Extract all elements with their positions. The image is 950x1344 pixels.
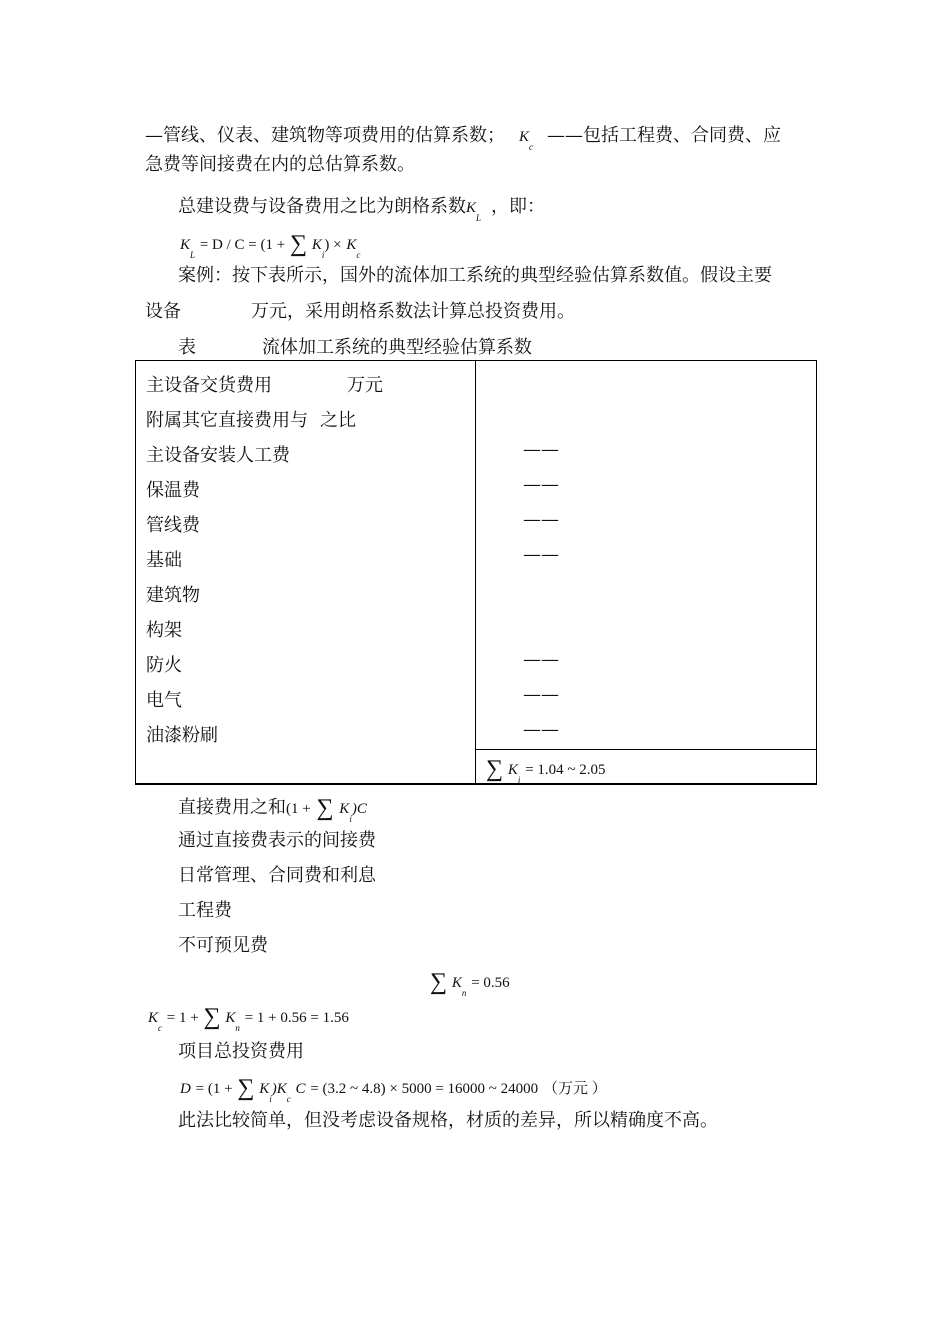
total-kc-sub: c	[286, 1094, 291, 1104]
table-row	[146, 406, 356, 432]
formula-langer	[180, 230, 360, 258]
direct-sum-a: (1 +	[286, 801, 311, 817]
intro-line-1	[145, 124, 781, 150]
kc-subscript: c	[529, 142, 534, 152]
indirect-line-2: 日常管理、合同费和利息	[178, 865, 376, 886]
kn-sum-formula	[430, 968, 510, 996]
formula-sigma: ∑	[289, 231, 308, 257]
kl-symbol: K	[466, 200, 477, 216]
case-line2-b: 万元，采用朗格系数法计算总投资费用。	[251, 301, 575, 322]
table-outer-edge	[816, 360, 817, 784]
kc-kn-sub: n	[235, 1023, 240, 1033]
sum-k: K	[507, 762, 518, 778]
kc-symbol: K	[519, 129, 530, 145]
table-row: 主设备安装人工费	[146, 445, 290, 466]
row-value: ——	[523, 684, 559, 705]
row-value: ——	[523, 474, 559, 495]
total-formula	[180, 1074, 607, 1102]
coefficient-table	[135, 360, 817, 785]
table-sum-formula	[486, 755, 606, 783]
intro-line1-suffix: ——包括工程费、合同费、应	[547, 125, 782, 146]
formula-mid: = D / C = (1 +	[199, 237, 286, 253]
row-value: ——	[523, 544, 559, 565]
table-row: 建筑物	[146, 585, 200, 606]
case-line2-a: 设备	[145, 301, 181, 322]
kn-expr: = 0.56	[471, 975, 510, 991]
total-expr: = (3.2 ~ 4.8) × 5000 = 16000 ~ 24000	[310, 1081, 539, 1097]
table-sum-divider	[475, 749, 816, 750]
table-caption	[178, 336, 532, 360]
row-value: ——	[523, 439, 559, 460]
formula-k: K	[180, 237, 191, 253]
direct-sum-label: 直接费用之和	[178, 797, 286, 818]
row-value: ——	[523, 509, 559, 530]
kl-subscript: L	[476, 213, 482, 223]
sum-sigma: ∑	[486, 756, 504, 782]
direct-sum-sigma: ∑	[316, 795, 334, 821]
table-row	[146, 371, 383, 397]
indirect-line-1: 通过直接费表示的间接费	[178, 830, 376, 851]
total-c: C	[295, 1081, 306, 1097]
total-label: 项目总投资费用	[178, 1041, 304, 1062]
table-caption-b: 流体加工系统的典型经验估算系数	[262, 337, 532, 358]
table-caption-a: 表	[178, 337, 196, 358]
total-ki-sub: i	[269, 1094, 272, 1104]
kn-k: K	[451, 975, 462, 991]
table-row: 保温费	[146, 480, 200, 501]
formula-kc: K	[346, 237, 357, 253]
formula-k-sub: L	[190, 250, 196, 260]
direct-sum-k: K	[339, 801, 350, 817]
row-label: 主设备交货费用	[146, 375, 272, 396]
row-unit: 万元	[347, 375, 383, 396]
sum-k-sub: i	[517, 775, 521, 785]
intro-line3-prefix: 总建设费与设备费用之比为朗格系数	[178, 196, 466, 217]
row-unit: 之比	[320, 410, 356, 431]
total-a: = (1 +	[195, 1081, 233, 1097]
kc-sigma: ∑	[203, 1004, 221, 1030]
total-b: )K	[271, 1081, 287, 1097]
table-divider	[475, 361, 476, 783]
table-row: 油漆粉刷	[146, 725, 218, 746]
kc-b: = 1 + 0.56 = 1.56	[244, 1010, 349, 1026]
kc-kn: K	[225, 1010, 236, 1026]
total-sigma: ∑	[237, 1075, 255, 1101]
conclusion: 此法比较简单，但没考虑设备规格，材质的差异，所以精确度不高。	[178, 1110, 718, 1131]
kc-k-sub: c	[158, 1023, 163, 1033]
direct-sum-line	[178, 794, 367, 822]
kc-formula	[148, 1003, 349, 1031]
indirect-line-4: 不可预见费	[178, 935, 268, 956]
table-row: 管线费	[146, 515, 200, 536]
table-row: 构架	[146, 620, 182, 641]
kc-a: = 1 +	[166, 1010, 199, 1026]
table-row: 电气	[146, 690, 182, 711]
formula-ki: K	[311, 237, 322, 253]
total-d: D	[180, 1081, 191, 1097]
indirect-line-3: 工程费	[178, 900, 232, 921]
table-row: 基础	[146, 550, 182, 571]
kn-sub: n	[461, 988, 467, 998]
intro-line-3	[178, 195, 545, 221]
direct-sum-b: )C	[351, 801, 367, 817]
intro-line3-suffix: ，即：	[491, 196, 546, 217]
kn-sigma: ∑	[430, 969, 448, 995]
kc-k: K	[148, 1010, 159, 1026]
direct-sum-k-sub: i	[349, 814, 352, 824]
sum-expr: = 1.04 ~ 2.05	[525, 762, 606, 778]
intro-line-2: 急费等间接费在内的总估算系数。	[145, 154, 415, 175]
total-unit: （万元 ）	[542, 1081, 607, 1097]
formula-tail: ) ×	[324, 237, 342, 253]
total-ki: K	[259, 1081, 270, 1097]
formula-kc-sub: c	[356, 250, 361, 260]
formula-ki-sub: i	[321, 250, 325, 260]
case-line-2	[145, 300, 575, 324]
row-value: ——	[523, 649, 559, 670]
intro-line1-prefix: —管线、仪表、建筑物等项费用的估算系数；	[145, 125, 505, 146]
table-row: 防火	[146, 655, 182, 676]
row-label: 附属其它直接费用与	[146, 410, 308, 431]
row-value: ——	[523, 719, 559, 740]
case-line-1: 案例：按下表所示，国外的流体加工系统的典型经验估算系数值。假设主要	[178, 265, 772, 286]
